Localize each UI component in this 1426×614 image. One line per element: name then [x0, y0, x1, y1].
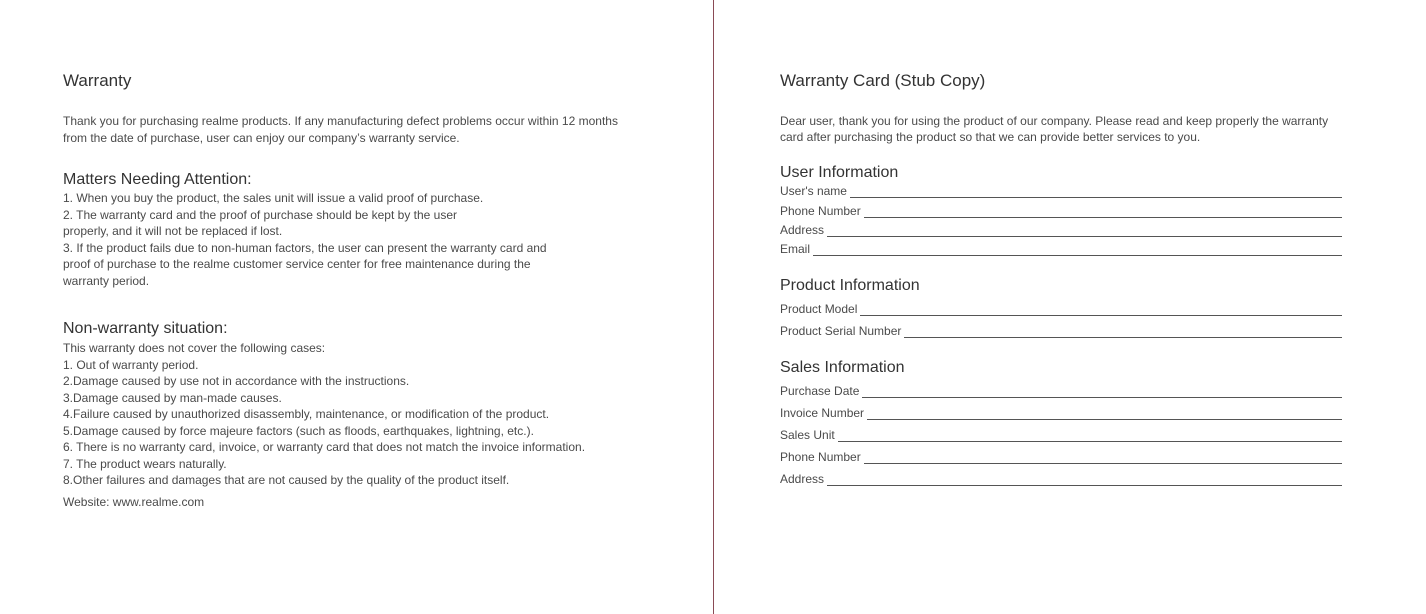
non-warranty-line: 1. Out of warranty period.	[63, 357, 199, 372]
address-field[interactable]	[780, 221, 1342, 237]
user-name-field[interactable]	[780, 182, 1342, 198]
non-warranty-line: 4.Failure caused by unauthorized disassembly, maintenance, or modification of the product.	[63, 407, 550, 421]
warranty-title: Warranty	[63, 71, 132, 90]
website-text: Website: www.realme.com	[63, 495, 205, 509]
field-line	[867, 407, 1342, 420]
product-model-field[interactable]	[780, 300, 1342, 316]
field-label: Invoice Number	[780, 406, 865, 420]
field-line	[864, 451, 1342, 464]
product-info-heading: Product Information	[780, 277, 920, 294]
field-label: Product Model	[780, 302, 858, 316]
sales-phone-field[interactable]	[780, 448, 1342, 464]
non-warranty-line: This warranty does not cover the following cases:	[63, 341, 326, 355]
field-line	[860, 303, 1342, 316]
field-label: User's name	[780, 184, 847, 198]
non-warranty-line: 8.Other failures and damages that are not caused by the quality of the product itself.	[63, 473, 510, 487]
attention-line: 1. When you buy the product, the sales unit will issue a valid proof of purchase.	[63, 191, 484, 205]
field-label: Product Serial Number	[780, 324, 902, 338]
field-label: Sales Unit	[780, 428, 835, 442]
attention-line: properly, and it will not be replaced if lost.	[63, 224, 283, 238]
sales-unit-field[interactable]	[780, 426, 1342, 442]
non-warranty-line: 2.Damage caused by use not in accordance with the instructions.	[63, 374, 410, 388]
field-label: Address	[780, 223, 825, 237]
warranty-intro: Thank you for purchasing realme products. If any manufacturing defect problems occur within 12 months from the date of purchase, user can enjoy our company’s warranty service.	[63, 114, 618, 145]
attention-line: proof of purchase to the realme customer service center for free maintenance during the	[63, 257, 531, 271]
attention-line: 2. The warranty card and the proof of purchase should be kept by the user	[63, 207, 458, 222]
sales-info-heading: Sales Information	[780, 359, 905, 376]
invoice-number-field[interactable]	[780, 404, 1342, 420]
field-line	[813, 243, 1342, 256]
field-line	[850, 185, 1342, 198]
warranty-card-page	[714, 0, 1426, 614]
field-label: Phone Number	[780, 450, 861, 464]
field-line	[838, 429, 1342, 442]
non-warranty-line: 5.Damage caused by force majeure factors (such as floods, earthquakes, lightning, etc.).	[63, 423, 534, 438]
field-label: Phone Number	[780, 204, 861, 218]
card-intro: Dear user, thank you for using the product of our company. Please read and keep properly the warranty card after purchasing the product so that we can provide better services to you.	[780, 114, 1329, 144]
sales-address-field[interactable]	[780, 470, 1342, 486]
field-line	[827, 473, 1342, 486]
product-serial-field[interactable]	[780, 322, 1342, 338]
phone-number-field[interactable]	[780, 202, 1342, 218]
field-line	[864, 205, 1342, 218]
field-label: Address	[780, 472, 825, 486]
attention-line: 3. If the product fails due to non-human factors, the user can present the warranty card and	[63, 240, 547, 255]
purchase-date-field[interactable]	[780, 382, 1342, 398]
non-warranty-line: 6. There is no warranty card, invoice, or warranty card that does not match the invoice information.	[63, 440, 586, 454]
field-line	[827, 224, 1342, 237]
field-line	[904, 325, 1342, 338]
attention-line: warranty period.	[63, 273, 150, 288]
user-info-heading: User Information	[780, 164, 899, 181]
attention-heading: Matters Needing Attention:	[63, 171, 252, 188]
card-title: Warranty Card (Stub Copy)	[780, 71, 986, 90]
field-label: Email	[780, 242, 811, 256]
email-field[interactable]	[780, 240, 1342, 256]
non-warranty-heading: Non-warranty situation:	[63, 320, 228, 337]
field-label: Purchase Date	[780, 384, 860, 398]
non-warranty-line: 7. The product wears naturally.	[63, 456, 227, 471]
non-warranty-line: 3.Damage caused by man-made causes.	[63, 390, 282, 405]
field-line	[862, 385, 1342, 398]
